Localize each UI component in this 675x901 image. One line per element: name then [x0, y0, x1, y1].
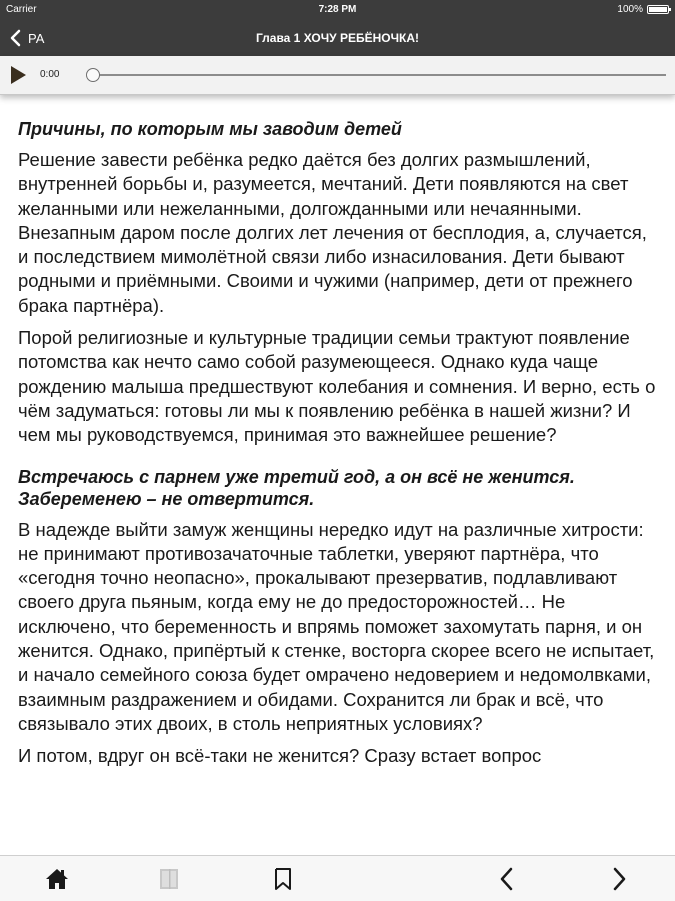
chevron-right-icon[interactable] [606, 866, 632, 892]
current-time: 0:00 [40, 69, 60, 80]
status-bar [0, 0, 675, 20]
back-label: РА [28, 30, 45, 46]
battery-icon [647, 5, 669, 14]
chevron-left-icon[interactable] [494, 866, 520, 892]
paragraph: Решение завести ребёнка редко даётся без долгих размышлений, внутренней борьбы и, разумеется, мечтаний. Дети появляются на свет желанными или нежеланными, долгожданными или нечаянными. Внезапным даром после долгих лет лечения от бесплодия, а, случается, и последствием мимолётной связи либо изнасилования. Дети бывают родными и приёмными. Своими и чужими (например, дети от прежнего брака партнёра). [18, 149, 647, 316]
section-heading: Причины, по которым мы заводим детей [18, 119, 402, 139]
slider-thumb[interactable] [86, 68, 100, 82]
page-title: Глава 1 ХОЧУ РЕБЁНОЧКА! [255, 31, 420, 45]
clock: 7:28 PM [318, 4, 357, 15]
navigation-bar [0, 20, 675, 56]
carrier-label: Carrier [6, 4, 37, 15]
play-icon[interactable] [8, 65, 28, 85]
paragraph: Порой религиозные и культурные традиции семьи трактуют появление потомства как нечто само собой разумеющееся. Однако куда чаще рождению малыша предшествуют колебания и сомнения. И верно, есть о чём задуматься: готовы ли мы к появлению ребёнка в нашей жизни? И чем мы руководствуемся, принимая это важнейшее решение? [18, 327, 656, 446]
battery-percent: 100% [617, 4, 643, 15]
section-heading: Встречаюсь с парнем уже третий год, а он всё не женится. Забеременею – не отвертится. [18, 466, 575, 509]
paragraph: В надежде выйти замуж женщины нередко идут на различные хитрости: не принимают противозачаточные таблетки, уверяют партнёра, что «сегодня точно неопасно», прокалывают презерватив, подлавливают своего друга пьяным, когда ему не до предосторожностей… Не исключено, что беременность и впрямь поможет захомутать парня, и он женится. Однако, припёртый к стенке, восторга скорее всего не испытает, и начало семейного союза будет омрачено недоверием и недомолвками, взаимным раздражением и обидами. Сохранится ли брак и всё, что связывало этих двоих, в столь неприятных условиях? [18, 518, 655, 734]
slider-track [88, 74, 666, 76]
home-icon[interactable] [44, 866, 70, 892]
paragraph: И потом, вдруг он всё-таки не женится? Сразу встает вопрос [18, 745, 542, 767]
reader-content[interactable] [0, 100, 675, 855]
audio-player [0, 56, 675, 95]
battery-indicator [617, 4, 669, 15]
book-icon [156, 866, 182, 892]
bottom-toolbar [0, 855, 675, 901]
bookmark-icon[interactable] [270, 866, 296, 892]
progress-slider[interactable] [88, 68, 666, 82]
